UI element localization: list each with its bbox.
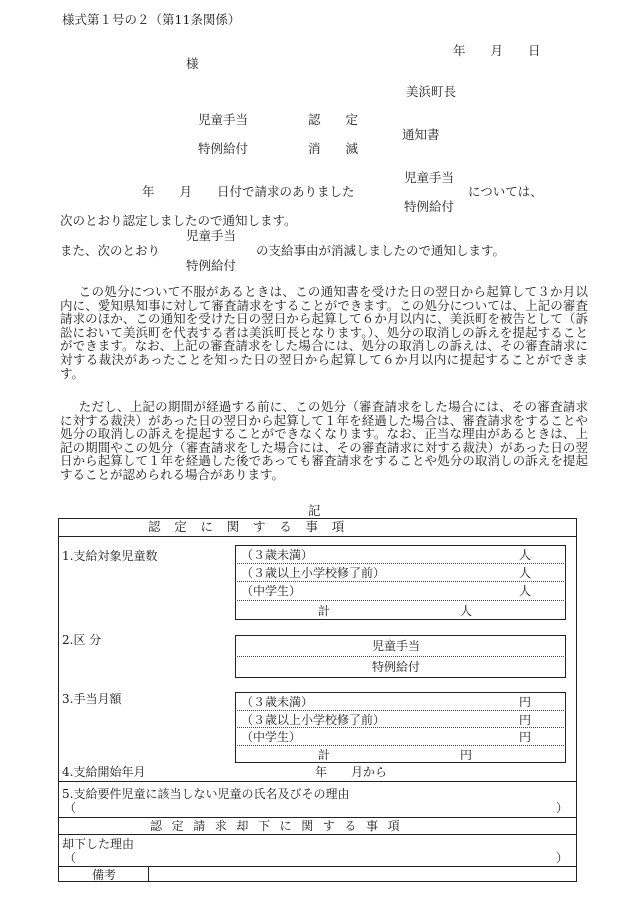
notes-paragraph-1: この処分について不服があるときは、この通知書を受けた日の翌日から起算して３か月以内に、愛知県知事に対して審査請求をすることができます。この処分については、上記の審査請求のほか、この通知を受けた日の翌日から起算して６か月以内に、美浜町を被告として（訴訟において美浜町を代表する者は美浜町長となります。）、処分の取消しの訴えを提起することができます。なお、上記の審査請求をした場合には、処分の取消しの訴えは、その審査請求に対する裁決があったことを知った日の翌日から起算して６か月以内に提起することができます。 bbox=[60, 284, 588, 381]
sentence1-allowance-2: 特例給付 bbox=[404, 199, 455, 214]
title-allowance-1: 児童手当 bbox=[198, 112, 249, 127]
children-divider-1 bbox=[235, 563, 566, 564]
row3-label: 3.手当月額 bbox=[62, 692, 122, 706]
rejection-header-divider bbox=[58, 834, 577, 835]
amount-divider-3 bbox=[235, 745, 566, 746]
sentence1-suffix: については、 bbox=[468, 184, 543, 199]
sentence1-line2: 次のとおり認定しましたので通知します。 bbox=[60, 213, 297, 228]
children-divider-3 bbox=[235, 600, 566, 601]
rejection-divider bbox=[58, 866, 577, 867]
sentence2-allowance-2: 特例給付 bbox=[186, 258, 237, 273]
sentence2-prefix: また、次のとおり bbox=[60, 243, 161, 258]
title-allowance-2: 特例給付 bbox=[198, 141, 249, 156]
category-2: 特例給付 bbox=[372, 660, 421, 674]
row5-paren-close: ） bbox=[556, 801, 569, 815]
title-action-1: 認 定 bbox=[308, 112, 359, 127]
addressee-suffix: 様 bbox=[186, 56, 199, 71]
children-row-unit: 人 bbox=[519, 584, 532, 598]
children-row-label: （中学生） bbox=[241, 584, 302, 598]
form-number: 様式第１号の２（第11条関係） bbox=[62, 12, 241, 27]
category-1: 児童手当 bbox=[372, 639, 421, 653]
row1-label: 1.支給対象児童数 bbox=[62, 549, 158, 563]
row2-label: 2.区 分 bbox=[62, 633, 102, 647]
row4-divider bbox=[58, 781, 577, 782]
children-row-label: （３歳以上小学校修了前） bbox=[241, 566, 386, 580]
date-line: 年 月 日 bbox=[453, 43, 541, 58]
amount-row-label: （中学生） bbox=[241, 730, 302, 744]
rejection-label: 却下した理由 bbox=[62, 837, 135, 851]
amount-row-unit: 円 bbox=[519, 713, 532, 727]
row4-value: 年 月から bbox=[315, 765, 388, 779]
table-header: 認定に関する事項 bbox=[148, 519, 359, 534]
row5-divider bbox=[58, 817, 577, 818]
title-action-2: 消 滅 bbox=[308, 141, 359, 156]
amount-row-unit: 円 bbox=[519, 730, 532, 744]
sentence2-allowance-1: 児童手当 bbox=[186, 228, 237, 243]
row5-label: 5.支給要件児童に該当しない児童の氏名及びその理由 bbox=[62, 787, 350, 801]
row4-label: 4.支給開始年月 bbox=[62, 765, 146, 779]
amount-row-unit: 円 bbox=[519, 695, 532, 709]
sentence2-suffix: の支給事由が消滅しましたので通知します。 bbox=[256, 243, 506, 258]
sentence1-allowance-1: 児童手当 bbox=[404, 170, 455, 185]
sentence1-date-part: 年 月 日付で請求のありました bbox=[142, 184, 355, 199]
table-header-divider bbox=[58, 536, 577, 537]
children-divider-2 bbox=[235, 581, 566, 582]
amount-row-label: （３歳以上小学校修了前） bbox=[241, 713, 386, 727]
remarks-label: 備考 bbox=[92, 868, 117, 882]
amount-total-unit: 円 bbox=[460, 748, 473, 762]
rejection-header: 認定請求却下に関する事項 bbox=[150, 819, 410, 833]
children-row-unit: 人 bbox=[519, 566, 532, 580]
rejection-paren-open: （ bbox=[64, 851, 77, 865]
amount-total-label: 計 bbox=[318, 748, 331, 762]
ki-label: 記 bbox=[308, 503, 321, 518]
amount-divider-1 bbox=[235, 710, 566, 711]
notes-paragraph-2: ただし、上記の期間が経過する前に、この処分（審査請求をした場合には、その審査請求に対する裁決）があった日の翌日から起算して１年を経過した場合は、審査請求をすることや処分の取消しの訴えを提起することができなくなります。なお、正当な理由があるときは、上記の期間やこの処分（審査請求をした場合には、その審査請求に対する裁決）があった日の翌日から起算して１年を経過した後であっても審査請求をすることや処分の取消しの訴えを提起することが認められる場合があります。 bbox=[60, 399, 588, 482]
rejection-paren-close: ） bbox=[556, 851, 569, 865]
amount-divider-2 bbox=[235, 727, 566, 728]
children-row-unit: 人 bbox=[519, 548, 532, 562]
issuer: 美浜町長 bbox=[406, 84, 457, 99]
row5-paren-open: （ bbox=[64, 801, 77, 815]
amount-row-label: （３歳未満） bbox=[241, 695, 314, 709]
children-row-label: （３歳未満） bbox=[241, 548, 314, 562]
children-total-unit: 人 bbox=[460, 604, 473, 618]
children-total-label: 計 bbox=[318, 604, 331, 618]
remarks-divider bbox=[148, 866, 149, 882]
category-divider bbox=[235, 656, 566, 657]
title-notice: 通知書 bbox=[402, 127, 440, 142]
